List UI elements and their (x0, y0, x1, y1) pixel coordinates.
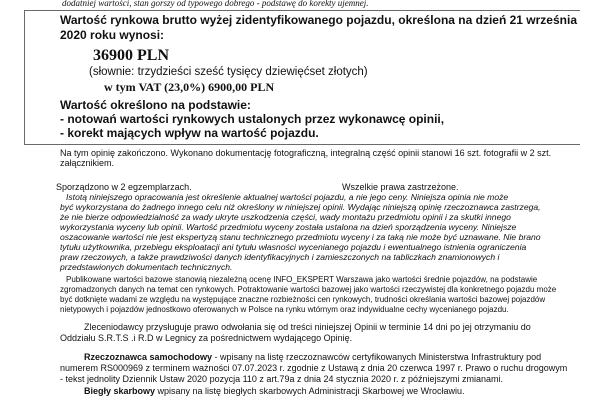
copies-note: Sporządzono w 2 egzemplarzach. (56, 182, 192, 192)
disclaimer-line: tytułu użytkownika, przebiegu eksploatacji ani tytułu własności wycenianego pojazdu i ewentualnego istnienia ograniczenia (60, 242, 527, 252)
disclaimer-line: przedstawionych dokumentach technicznych. (60, 262, 233, 272)
rights-note: Wszelkie prawa zastrzeżone. (342, 182, 459, 192)
info-line: zgromadzonych danych na temat cen rynkowych. Potraktowanie wartości bazowej jako wartości rzeczywistej dla konkretnego pojazdu może (60, 285, 557, 294)
valuation-vat: w tym VAT (23,0%) 6900,00 PLN (104, 80, 275, 94)
valuation-amount: 36900 PLN (93, 47, 169, 64)
disclaimer-line: oszacowanie wartości nie jest ekspertyzą stanu technicznego przedmiotu wyceny i za taką nie może być uznawane. Nie brano (60, 232, 541, 242)
tax-expert-rest: wpisany na listę biegłych skarbowych Administracji Skarbowej we Wrocławiu. (155, 386, 465, 396)
tax-expert-line (84, 386, 465, 396)
appeal-line: Oddziału S.R.T.S .i R.D w Legnicy za pośrednictwem wydającego Opinię. (60, 333, 353, 343)
valuation-line-2: 2020 roku wynosi: (60, 28, 165, 42)
expert-line-1-rest: - wpisany na listę rzeczoznawców certyfikowanych Ministerstwa Infrastruktury pod (212, 352, 542, 362)
expert-line-2: numerem RS000969 z terminem ważności 07.07.2023 r. zgodnie z Ustawą z dnia 20 czerwca 1997 r. Prawo o ruchu drogowym (60, 363, 568, 373)
top-rule (24, 10, 580, 11)
basis-item-2: - korekt mających wpływ na wartość pojazdu. (60, 126, 319, 140)
basis-title: Wartość określono na podstawie: (60, 98, 251, 112)
closing-line-2: załącznikiem. (60, 158, 115, 168)
disclaimer-line: że nie bierze odpowiedzialność za wady ukryte uszkodzenia części, wady montażu przedmiotu opinii i za skutki innego (60, 212, 511, 222)
disclaimer-line: wykorzystania wyceny lub opinii. Wartość przedmiotu wyceny została ustalona na dzień sporządzenia wyceny. Niniejsze (60, 222, 517, 232)
expert-title: Rzeczoznawca samochodowy (84, 352, 213, 362)
disclaimer-line: być wykorzystana do żadnego innego celu niż określony w niniejszej opinii. Wydając niniejszą opinię rzeczoznawca zastrzega, (60, 202, 541, 212)
expert-line-1 (84, 352, 541, 362)
info-line: Publikowane wartości bazowe stanowią niezależną ocenę INFO_EKSPERT Warszawa jako wartości średnie pojazdów, na podstawie (66, 275, 538, 284)
info-line: być dotknięte wadami ze względu na występujące znaczne rozbieżności cen rynkowych, trudności określania wartości bazowej pojazdów (60, 295, 546, 304)
disclaimer-line: Istotą niniejszego opracowania jest określenie aktualnej wartości pojazdu, a nie jego ceny. Niniejsza opinia nie może (66, 192, 509, 202)
top-note: dodatniej wartości, stan gorszy od typowego dobrego - podstawę do korekty ujemnej. (62, 0, 369, 8)
frame-left-line (24, 10, 25, 144)
disclaimer-line: praw rzeczowych, a także prawdziwości danych identyfikacyjnych i zamieszczonych na tabliczkach znamionowych i (60, 252, 500, 262)
expert-line-3: - tekst jednolity Dziennik Ustaw 2020 pozycja 110 z art.79a z dnia 24 stycznia 2020 r. z późniejszymi zmianami. (60, 374, 504, 384)
basis-item-1: - notowań wartości rynkowych ustalonych przez wykonawcę opinii, (60, 112, 445, 126)
valuation-amount-words: (słownie: trzydzieści sześć tysięcy dziewięćset złotych) (89, 66, 368, 78)
info-line: nietypowych i pojazdów jednostkowo oferowanych w Polsce na rynku wtórnym oraz indywidualne cechy wycenianego pojazdu. (60, 305, 509, 314)
tax-expert-title: Biegły skarbowy (84, 386, 156, 396)
appeal-line: Zleceniodawcy przysługuje prawo odwołania się od treści niniejszej Opinii w terminie 14 dni po jej otrzymaniu do (84, 322, 531, 332)
box-bottom-rule (24, 144, 580, 145)
valuation-line-1: Wartość rynkowa brutto wyżej zidentyfikowanego pojazdu, określona na dzień 21 września (60, 13, 577, 27)
closing-line-1: Na tym opinię zakończono. Wykonano dokumentację fotograficzną, integralną część opinii stanowi 16 szt. fotografii w 2 szt. (60, 148, 552, 158)
